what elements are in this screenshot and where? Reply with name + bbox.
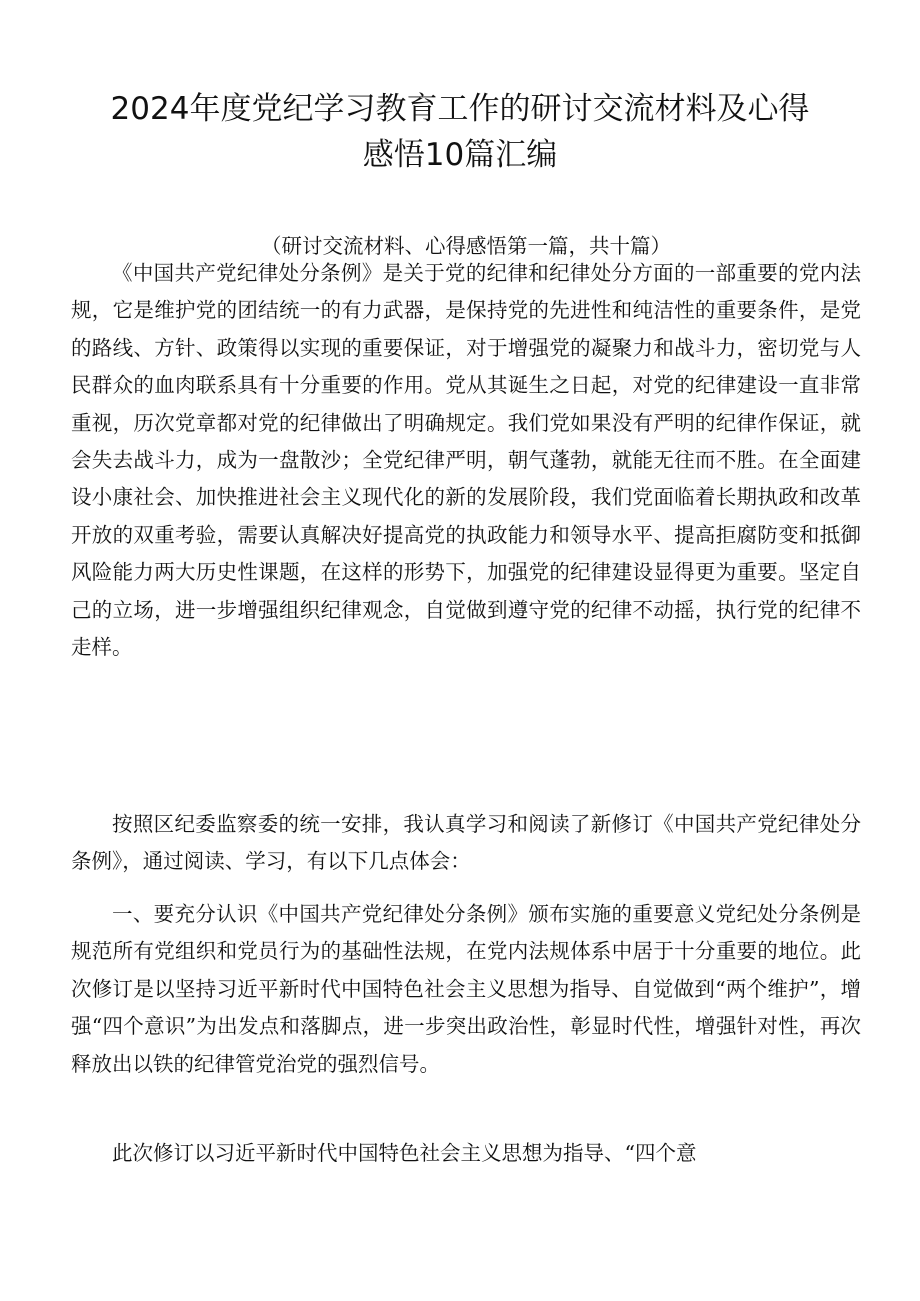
body-paragraph-2: [71, 806, 861, 881]
paragraph-intro: 《中国共产党纪律处分条例》是关于党的纪律和纪律处分方面的一部重要的党内法规，它是维护党的团结统一的有力武器，是保持党的先进性和纯洁性的重要条件，是党的路线、方针、政策得以实现的重要保证，对于增强党的凝聚力和战斗力，密切党与人民群众的血肉联系具有十分重要的作用。党从其诞生之日起，对党的纪律建设一直非常重视，历次党章都对党的纪律做出了明确规定。我们党如果没有严明的纪律作保证，就会失去战斗力，成为一盘散沙；全党纪律严明，朝气蓬勃，就能无往而不胜。在全面建设小康社会、加快推进社会主义现代化的新的发展阶段，我们党面临着长期执政和改革开放的双重考验，需要认真解决好提高党的执政能力和领导水平、提高拒腐防变和抵御风险能力两大历史性课题，在这样的形势下，加强党的纪律建设显得更为重要。坚定自己的立场，进一步增强组织纪律观念，自觉做到遵守党的纪律不动摇，执行党的纪律不走样。: [71, 261, 861, 660]
body-paragraph-1: [71, 255, 861, 666]
section-one-body: 党纪处分条例是规范所有党组织和党员行为的基础性法规，在党内法规体系中居于十分重要的地位。此次修订是以坚持习近平新时代中国特色社会主义思想为指导、自觉做到“两个维护”，增强“四个意识”为出发点和落脚点，进一步突出政治性，彰显时代性，增强针对性，再次释放出以铁的纪律管党治党的强烈信号。: [71, 902, 862, 1076]
document-title: 2024年度党纪学习教育工作的研讨交流材料及心得感悟10篇汇编: [110, 91, 810, 173]
paragraph-arrangement: 按照区纪委监察委的统一安排，我认真学习和阅读了新修订《中国共产党纪律处分条例》，通过阅读、学习，有以下几点体会：: [71, 812, 861, 874]
section-one: [71, 896, 861, 1083]
body-paragraph-4: [71, 1135, 861, 1172]
paragraph-last: 此次修订以习近平新时代中国特色社会主义思想为指导、“四个意: [112, 1141, 697, 1165]
section-one-paragraph: [71, 896, 861, 1083]
document-subtitle: （研讨交流材料、心得感悟第一篇，共十篇）: [261, 234, 671, 258]
section-one-heading: 一、要充分认识《中国共产党纪律处分条例》颁布实施的重要意义: [112, 902, 716, 926]
